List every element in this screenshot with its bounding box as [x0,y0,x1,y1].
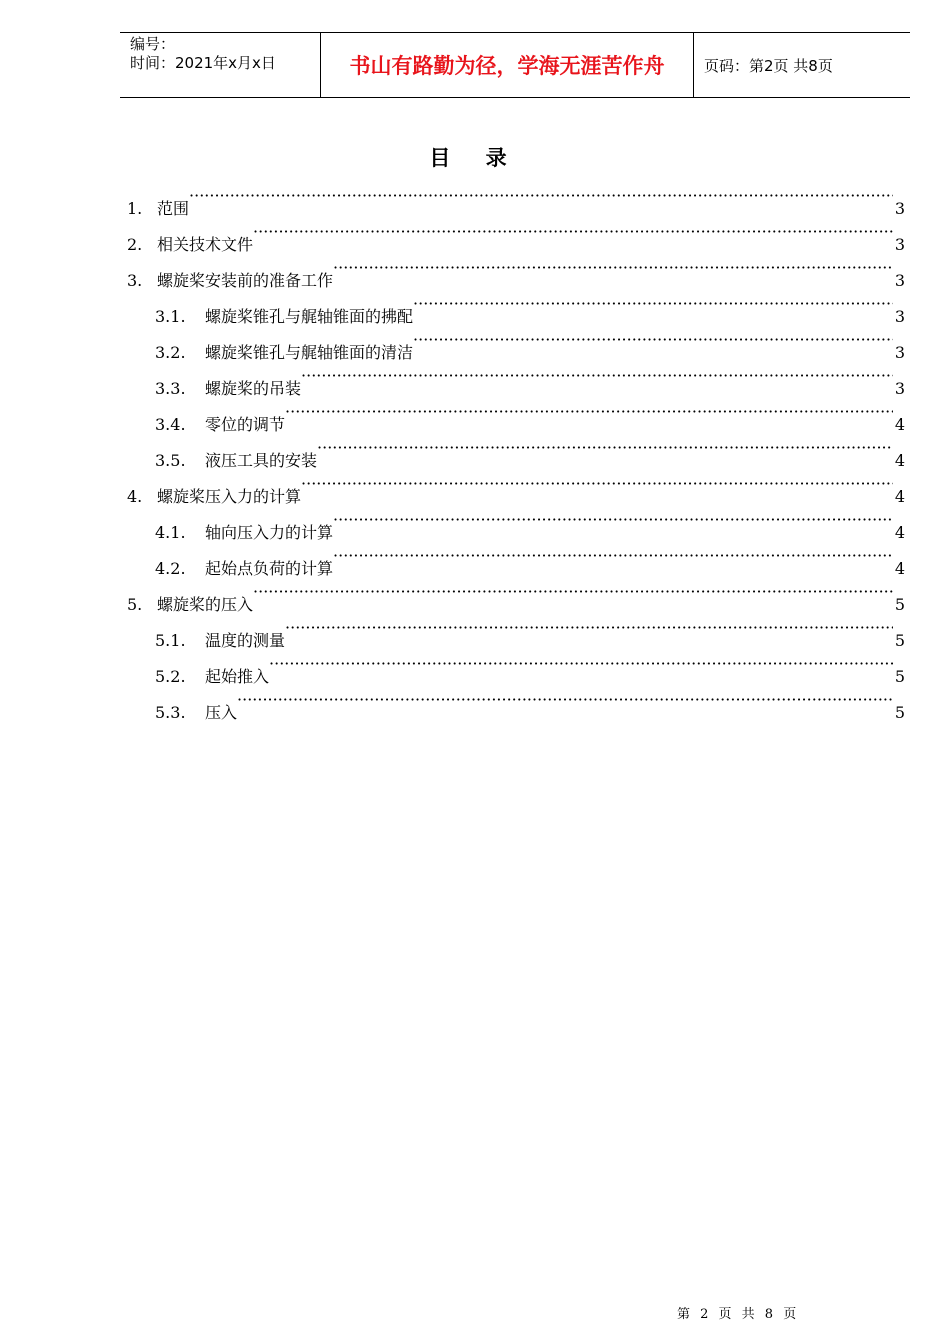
toc-entry-number: 2. [127,235,143,254]
toc-entry-number: 3.1. [155,307,186,326]
toc-entry-page: 3 [894,379,905,398]
toc-entry-page: 3 [894,307,905,326]
toc-leader-dots [237,682,893,718]
toc-entry-number: 5.1. [155,631,186,650]
toc-leader-dots [317,430,893,466]
toc-entry-number: 3.2. [155,343,186,362]
toc-leader-dots [333,502,893,538]
toc-entry-label: 轴向压入力的计算 [205,523,334,542]
toc-entry-number: 4.1. [155,523,186,542]
toc-entry-page: 5 [894,667,905,686]
header-meta-cell [120,33,321,97]
toc-entry-page: 3 [894,343,905,362]
toc-entry-label: 压入 [205,703,238,722]
table-of-contents [127,178,905,722]
toc-leader-dots [413,322,893,358]
toc-entry-number: 4. [127,487,143,506]
motto-text: 书山有路勤为径，学海无涯苦作舟 [349,54,665,78]
time-label: 时间：2021年x月x日 [130,54,276,72]
toc-leader-dots [253,214,893,250]
toc-entry-label: 螺旋桨锥孔与艉轴锥面的拂配 [205,307,414,326]
header-page-label: 页码：第2页 共8页 [704,56,833,75]
toc-entry-number: 3.5. [155,451,186,470]
page-footer: 第 2 页 共 8 页 [677,1307,800,1322]
toc-entry-number: 3. [127,271,143,290]
number-label: 编号： [130,35,176,53]
header-motto-cell [321,33,694,97]
toc-leader-dots [189,178,893,214]
toc-entry-page: 4 [894,487,905,506]
toc-entry-label: 螺旋桨安装前的准备工作 [157,271,334,290]
toc-leader-dots [301,466,893,502]
toc-entry-page: 4 [894,523,905,542]
toc-entry-label: 起始点负荷的计算 [205,559,334,578]
toc-leader-dots [285,610,893,646]
toc-entry-number: 1. [127,199,143,218]
toc-entry-number: 5. [127,595,143,614]
toc-entry-page: 3 [894,199,905,218]
toc-entry-page: 5 [894,631,905,650]
toc-leader-dots [269,646,893,682]
toc-leader-dots [253,574,893,610]
toc-leader-dots [301,358,893,394]
toc-entry-label: 起始推入 [205,667,270,686]
toc-entry-label: 螺旋桨锥孔与艉轴锥面的清洁 [205,343,414,362]
toc-entry-page: 5 [894,703,905,722]
toc-entry-page: 3 [894,271,905,290]
toc-entry-page: 4 [894,559,905,578]
toc-entry-label: 范围 [157,199,190,218]
toc-entry-page: 4 [894,415,905,434]
toc-entry-label: 温度的测量 [205,631,286,650]
toc-entry[interactable] [127,178,905,218]
toc-entry-label: 液压工具的安装 [205,451,318,470]
toc-entry-number: 3.4. [155,415,186,434]
toc-leader-dots [413,286,893,322]
toc-entry-page: 3 [894,235,905,254]
toc-entry-label: 相关技术文件 [157,235,254,254]
toc-entry[interactable] [127,682,905,722]
toc-entry-number: 3.3. [155,379,186,398]
header-page-cell [694,33,910,97]
toc-entry-number: 4.2. [155,559,186,578]
toc-leader-dots [333,538,893,574]
toc-entry-label: 零位的调节 [205,415,286,434]
toc-leader-dots [285,394,893,430]
toc-entry[interactable] [127,214,905,254]
toc-entry-number: 5.3. [155,703,186,722]
toc-entry-page: 5 [894,595,905,614]
toc-entry-page: 4 [894,451,905,470]
toc-leader-dots [333,250,893,286]
page-header [120,32,910,98]
toc-entry-label: 螺旋桨压入力的计算 [157,487,302,506]
toc-entry-label: 螺旋桨的压入 [157,595,254,614]
toc-entry-number: 5.2. [155,667,186,686]
toc-title: 目 录 [429,145,521,170]
toc-entry-label: 螺旋桨的吊装 [205,379,302,398]
